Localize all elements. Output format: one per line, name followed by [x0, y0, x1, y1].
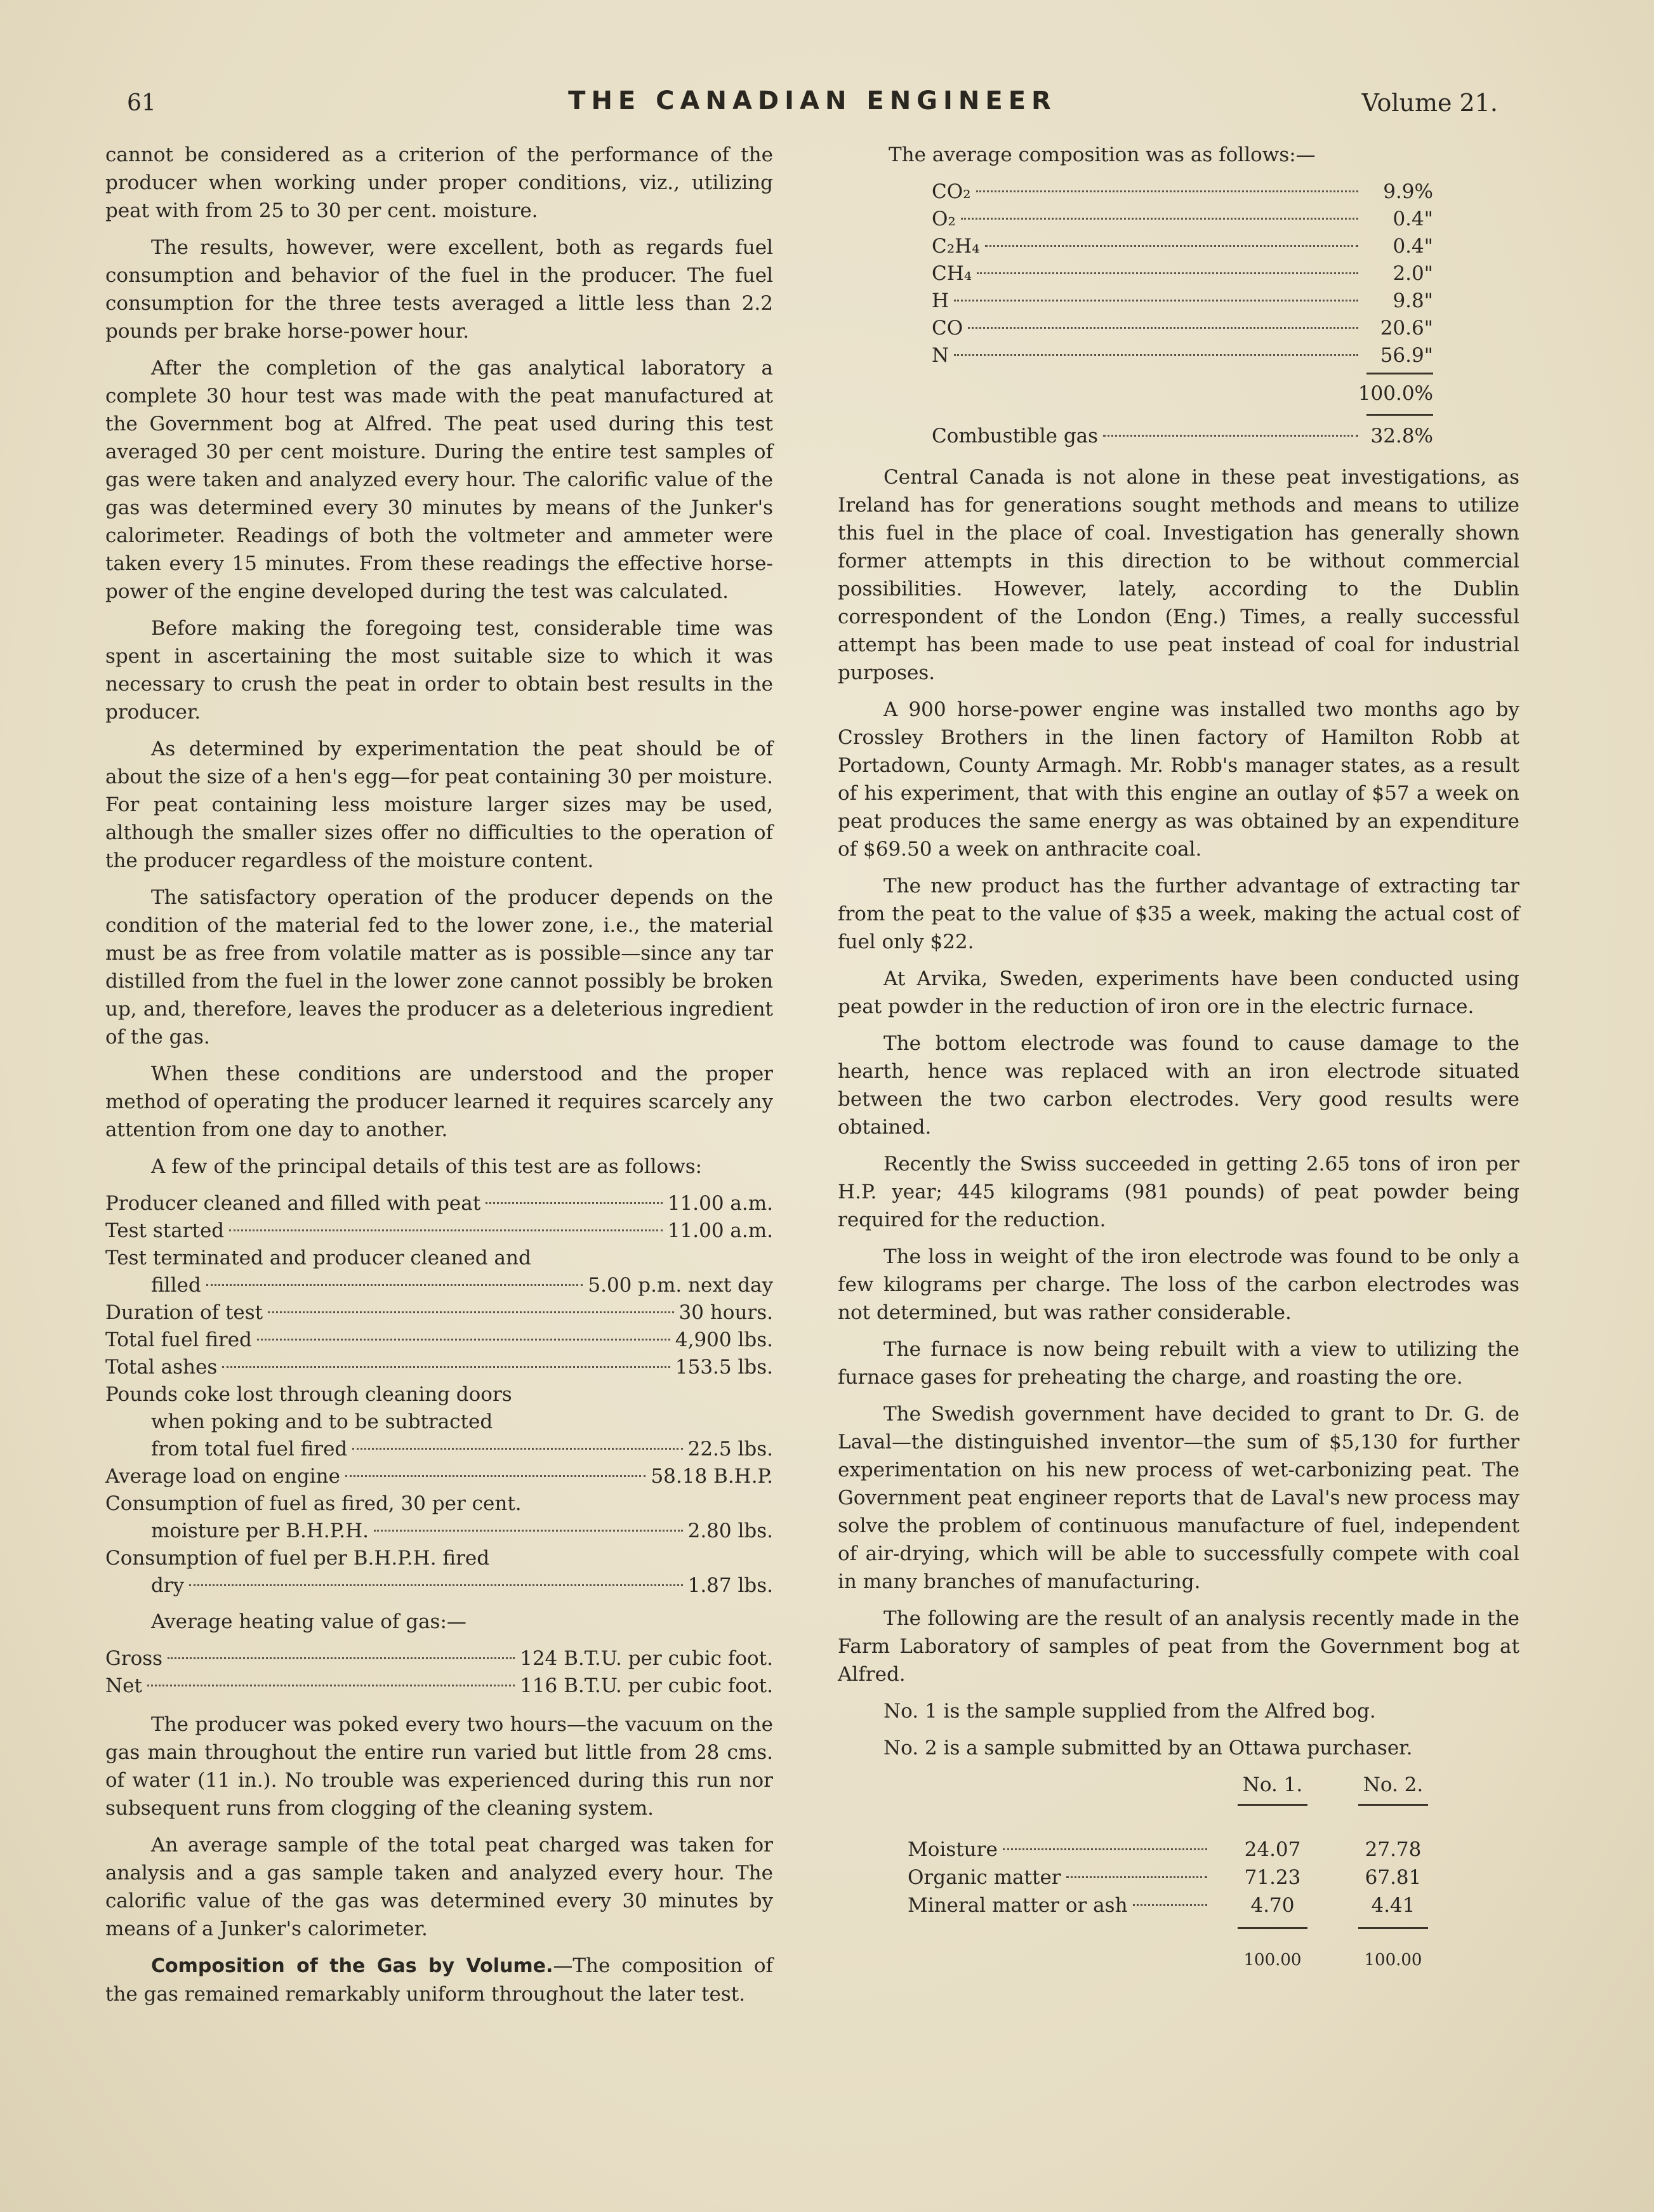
paragraph: Central Canada is not alone in these peat investigations, as Ireland has for generations sought methods and means to utilize this fuel in the place of coal. Investigation has generally shown former attempts in this direction to be without commercial possibilities. However, lately, according to the Dublin correspondent of the London (Eng.) Times, a really successful attempt has been made to use peat instead of coal for industrial purposes.	[838, 466, 1519, 684]
paragraph: The Swedish government have decided to grant to Dr. G. de Laval—the distinguished inventor—the sum of $5,130 for further experimentation on his new process of wet-carbonizing peat. The Government peat engineer reports that de Laval's new process may solve the problem of continuous manufacture of fuel, independent of air-drying, which will be able to successfully compete with coal in many branches of manufacturing.	[838, 1403, 1519, 1593]
paragraph: The producer was poked every two hours—the vacuum on the gas main throughout the entire run varied but little from 28 cms. of water (11 in.). No trouble was experienced during this run nor subsequent runs from clogging of the cleaning system.	[105, 1713, 773, 1820]
paragraph: The results, however, were excellent, both as regards fuel consumption and behavior of the fuel in the producer. The fuel consumption for the three tests averaged a little less than 2.2 pounds per brake horse-power hour.	[105, 236, 773, 343]
detail-row: dry 1.87 lbs.	[151, 1574, 773, 1597]
composition-row: CO₂ 9.9%	[932, 180, 1433, 203]
column-header: No. 1.	[1242, 1773, 1303, 1796]
header-rules	[908, 1804, 1453, 1836]
table-row: Mineral matter or ash 4.70 4.41	[908, 1894, 1415, 1917]
composition-row: CH₄ 2.0"	[932, 262, 1433, 285]
combustible-row: Combustible gas 32.8%	[932, 425, 1433, 447]
detail-row: Test terminated and producer cleaned and	[105, 1247, 531, 1269]
detail-row: moisture per B.H.P.H. 2.80 lbs.	[151, 1520, 773, 1542]
composition-row: CO 20.6"	[932, 317, 1433, 340]
volume-label: Volume 21.	[1361, 89, 1498, 117]
composition-total: 100.0%	[1358, 382, 1433, 405]
total-rule	[1366, 373, 1433, 374]
total-rules	[908, 1927, 1453, 1946]
paragraph: The loss in weight of the iron electrode was found to be only a few kilograms per charge. The loss of the carbon electrodes was not determined, but was rather considerable.	[838, 1245, 1519, 1324]
section-paragraph: Composition of the Gas by Volume.—The composition of the gas remained remarkably uniform throughout the later test.	[105, 1954, 773, 2006]
composition-row: O₂ 0.4"	[932, 208, 1433, 230]
total-rule	[1366, 414, 1433, 416]
detail-row: filled 5.00 p.m. next day	[151, 1274, 773, 1297]
paragraph: The following are the result of an analysis recently made in the Farm Laboratory of samples of peat from the Government bog at Alfred.	[838, 1607, 1519, 1686]
paragraph: Recently the Swiss succeeded in getting 2.65 tons of iron per H.P. year; 445 kilograms (981 pounds) of peat powder being required for the reduction.	[838, 1153, 1519, 1231]
detail-row: Test started 11.00 a.m.	[105, 1219, 773, 1242]
paragraph: As determined by experimentation the peat should be of about the size of a hen's egg—for peat containing 30 per moisture. For peat containing less moisture larger sizes may be used, although the smaller sizes offer no difficulties to the operation of the producer regardless of the moisture content.	[105, 738, 773, 872]
journal-title: THE CANADIAN ENGINEER	[568, 86, 1057, 116]
gross-row: Gross 124 B.T.U. per cubic foot.	[105, 1647, 773, 1670]
test-details-list	[105, 1189, 773, 1599]
paragraph: The new product has the further advantage of extracting tar from the peat to the value of $35 a week, making the actual cost of fuel only $22.	[838, 875, 1519, 953]
composition-list	[932, 178, 1433, 449]
composition-row: H 9.8"	[932, 289, 1433, 312]
detail-row: Duration of test 30 hours.	[105, 1301, 773, 1324]
paragraph: An average sample of the total peat charged was taken for analysis and a gas sample taken and analyzed every hour. The calorific value of the gas was determined every 30 minutes by means of a Junker's calorimeter.	[105, 1834, 773, 1940]
paragraph: No. 1 is the sample supplied from the Alfred bog.	[883, 1700, 1376, 1723]
paragraph: The bottom electrode was found to cause damage to the hearth, hence was replaced with an iron electrode situated between the two carbon electrodes. Very good results were obtained.	[838, 1032, 1519, 1139]
detail-row: Pounds coke lost through cleaning doors	[105, 1383, 512, 1406]
paragraph: A 900 horse-power engine was installed two months ago by Crossley Brothers in the linen factory of Hamilton Robb at Portadown, County Armagh. Mr. Robb's manager states, as a result of his experiment, that with this engine an outlay of $57 a week on peat produces the same energy as was obtained by an expenditure of $69.50 a week on anthracite coal.	[838, 698, 1519, 861]
net-row: Net 116 B.T.U. per cubic foot.	[105, 1674, 773, 1697]
paragraph: A few of the principal details of this test are as follows:	[151, 1155, 703, 1178]
table-total-row: 100.00 100.00	[1243, 1950, 1422, 1970]
section-title: Composition of the Gas by Volume.	[151, 1955, 553, 1977]
column-header: No. 2.	[1363, 1773, 1424, 1796]
detail-row: from total fuel fired 22.5 lbs.	[151, 1438, 773, 1460]
left-column	[105, 141, 773, 2017]
detail-row: Total fuel fired 4,900 lbs.	[105, 1328, 773, 1351]
page-number: 61	[127, 90, 156, 116]
right-column	[838, 141, 1519, 1974]
detail-row: when poking and to be subtracted	[151, 1410, 493, 1433]
paragraph: The satisfactory operation of the producer depends on the condition of the material fed to the lower zone, i.e., the material must be as free from volatile matter as is possible—since any tar distilled from the fuel in the lower zone cannot possibly be broken up, and, therefore, leaves the producer as a deleterious ingredient of the gas.	[105, 886, 773, 1049]
paragraph: No. 2 is a sample submitted by an Ottawa purchaser.	[883, 1737, 1413, 1759]
paragraph: The furnace is now being rebuilt with a view to utilizing the furnace gases for preheating the charge, and roasting the ore.	[838, 1338, 1519, 1389]
paragraph: At Arvika, Sweden, experiments have been conducted using peat powder in the reduction of iron ore in the electric furnace.	[838, 967, 1519, 1018]
table-header	[908, 1771, 1453, 1804]
detail-row: Total ashes 153.5 lbs.	[105, 1356, 773, 1379]
table-row: Moisture 24.07 27.78	[908, 1838, 1422, 1861]
detail-row: Average load on engine 58.18 B.H.P.	[105, 1465, 773, 1488]
composition-row: C₂H₄ 0.4"	[932, 235, 1433, 258]
peat-analysis-table	[908, 1771, 1453, 1974]
paragraph: When these conditions are understood and the proper method of operating the producer learned it requires scarcely any attention from one day to another.	[105, 1063, 773, 1141]
heating-intro: Average heating value of gas:—	[151, 1610, 466, 1633]
paragraph: Before making the foregoing test, considerable time was spent in ascertaining the most suitable size to which it was necessary to crush the peat in order to obtain best results in the producer.	[105, 617, 773, 724]
paragraph: After the completion of the gas analytical laboratory a complete 30 hour test was made with the peat manufactured at the Government bog at Alfred. The peat used during this test averaged 30 per cent moisture. During the entire test samples of gas were taken and analyzed every hour. The calorific value of the gas was determined every 30 minutes by means of the Junker's calorimeter. Readings of both the voltmeter and ammeter were taken every 15 minutes. From these readings the effective horse-power of the engine developed during the test was calculated.	[105, 357, 773, 603]
paragraph: cannot be considered as a criterion of the performance of the producer when working under proper conditions, viz., utilizing peat with from 25 to 30 per cent. moisture.	[105, 143, 773, 222]
composition-intro: The average composition was as follows:—	[889, 143, 1316, 166]
detail-row: Producer cleaned and filled with peat 11.00 a.m.	[105, 1192, 773, 1215]
composition-row: N 56.9"	[932, 344, 1433, 367]
table-row: Organic matter 71.23 67.81	[908, 1866, 1422, 1889]
detail-row: Consumption of fuel per B.H.P.H. fired	[105, 1547, 490, 1570]
running-header	[102, 84, 1523, 122]
detail-row: Consumption of fuel as fired, 30 per cent.	[105, 1492, 522, 1515]
